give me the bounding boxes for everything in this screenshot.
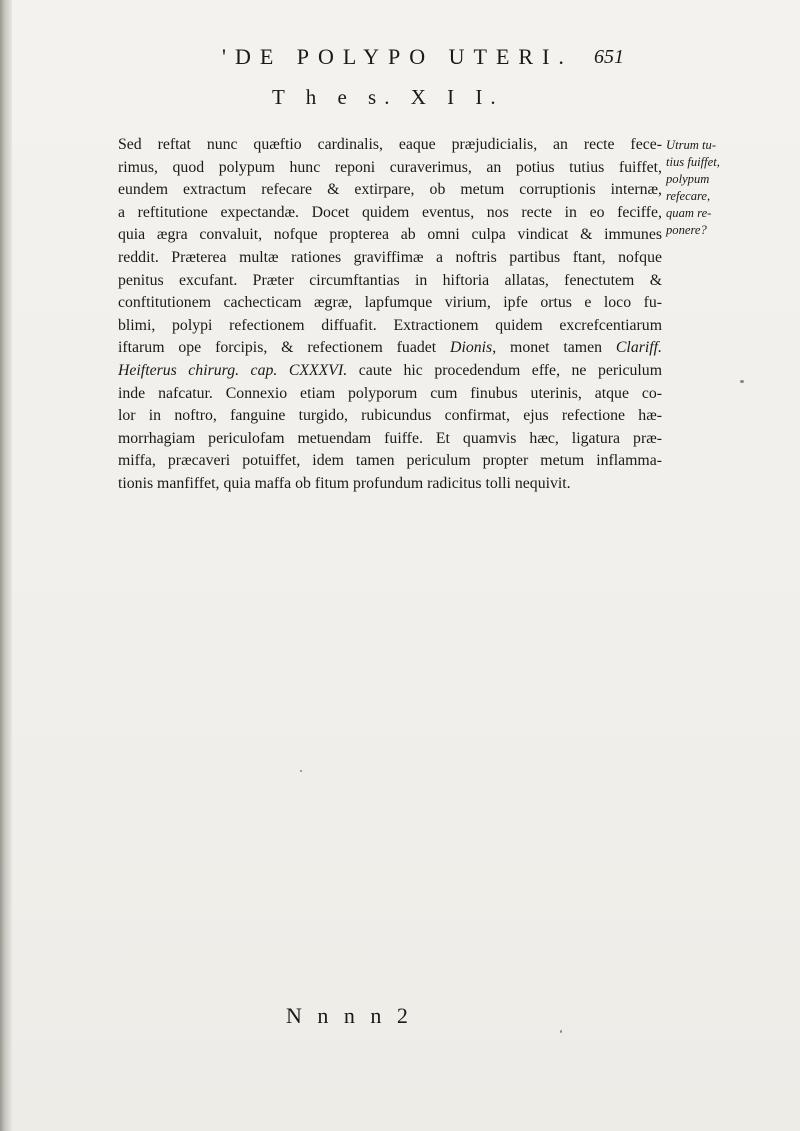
marginal-note-line: polypum — [666, 172, 710, 186]
citation-heister: Heifterus chirurg. cap. CXXXVI. — [118, 361, 348, 379]
text-line: inde nafcatur. Connexio etiam polyporum cum finubus uterinis, atque co- — [118, 384, 662, 402]
text-fragment: iftarum ope forcipis, & refectionem fuadet — [118, 339, 437, 357]
text-line: Sed reftat nunc quæftio cardinalis, eaque præjudicialis, an recte fece- — [118, 136, 662, 153]
page-number: 651 — [594, 46, 624, 68]
text-line: morrhagiam periculofam metuendam fuiffe. Et quamvis hæc, ligatura præ- — [118, 429, 662, 447]
paper-speck — [560, 1030, 562, 1033]
marginal-note-line: Utrum tu- — [666, 138, 717, 152]
text-line: miffa, præcaveri potuiffet, idem tamen periculum propter metum inflamma- — [118, 452, 662, 470]
marginal-note-line: tius fuiffet, — [666, 155, 720, 169]
text-line-with-citation — [118, 360, 662, 383]
marginal-note-line: ponere? — [666, 223, 707, 237]
text-line-with-citation — [118, 337, 662, 360]
thesis-heading: T h e s. X I I. — [272, 85, 504, 109]
citation-clariss: Clariff. — [615, 339, 662, 357]
paper-speck — [740, 380, 744, 383]
running-head: 'DE POLYPO UTERI. — [222, 44, 573, 69]
text-line: lor in noftro, fanguine turgido, rubicundus confirmat, ejus refectione hæ- — [118, 407, 662, 425]
page-gutter-shadow — [0, 0, 12, 1131]
text-line: eundem extractum refecare & extirpare, ob metum corruptionis internæ, — [118, 181, 662, 199]
text-line: rimus, quod polypum hunc reponi curaverimus, an potius tutius fuiffet, — [118, 158, 662, 176]
text-line: quia ægra convaluit, nofque propterea ab omni culpa vindicat & immunes — [118, 226, 662, 244]
body-paragraph — [118, 134, 662, 496]
text-line: blimi, polypi refectionem diffuafit. Extractionem quidem excrefcentiarum — [118, 316, 662, 334]
marginal-note-line: refecare, — [666, 189, 711, 203]
citation-dionis: Dionis — [450, 339, 493, 357]
text-line: conftitutionem cachecticam ægræ, lapfumque virium, ipfe ortus e loco fu- — [118, 294, 662, 312]
text-fragment: caute hic procedendum effe, ne periculum — [358, 361, 662, 379]
marginal-note-line: quam re- — [666, 206, 712, 220]
signature-mark: N n n n 2 — [286, 1003, 413, 1028]
marginal-note — [666, 137, 786, 239]
text-line: penitus excufant. Præter circumftantias in hiftoria allatas, fenectutem & — [118, 271, 662, 289]
text-fragment: , monet tamen — [492, 339, 602, 357]
text-line: reddit. Præterea multæ rationes graviffimæ a noftris partibus ftant, nofque — [118, 248, 662, 266]
text-line: a reftitutione expectandæ. Docet quidem eventus, nos recte in eo feciffe, — [118, 203, 662, 221]
paper-speck — [300, 770, 302, 772]
text-line: tionis manfiffet, quia maffa ob fitum profundum radicitus tolli nequivit. — [118, 474, 571, 492]
